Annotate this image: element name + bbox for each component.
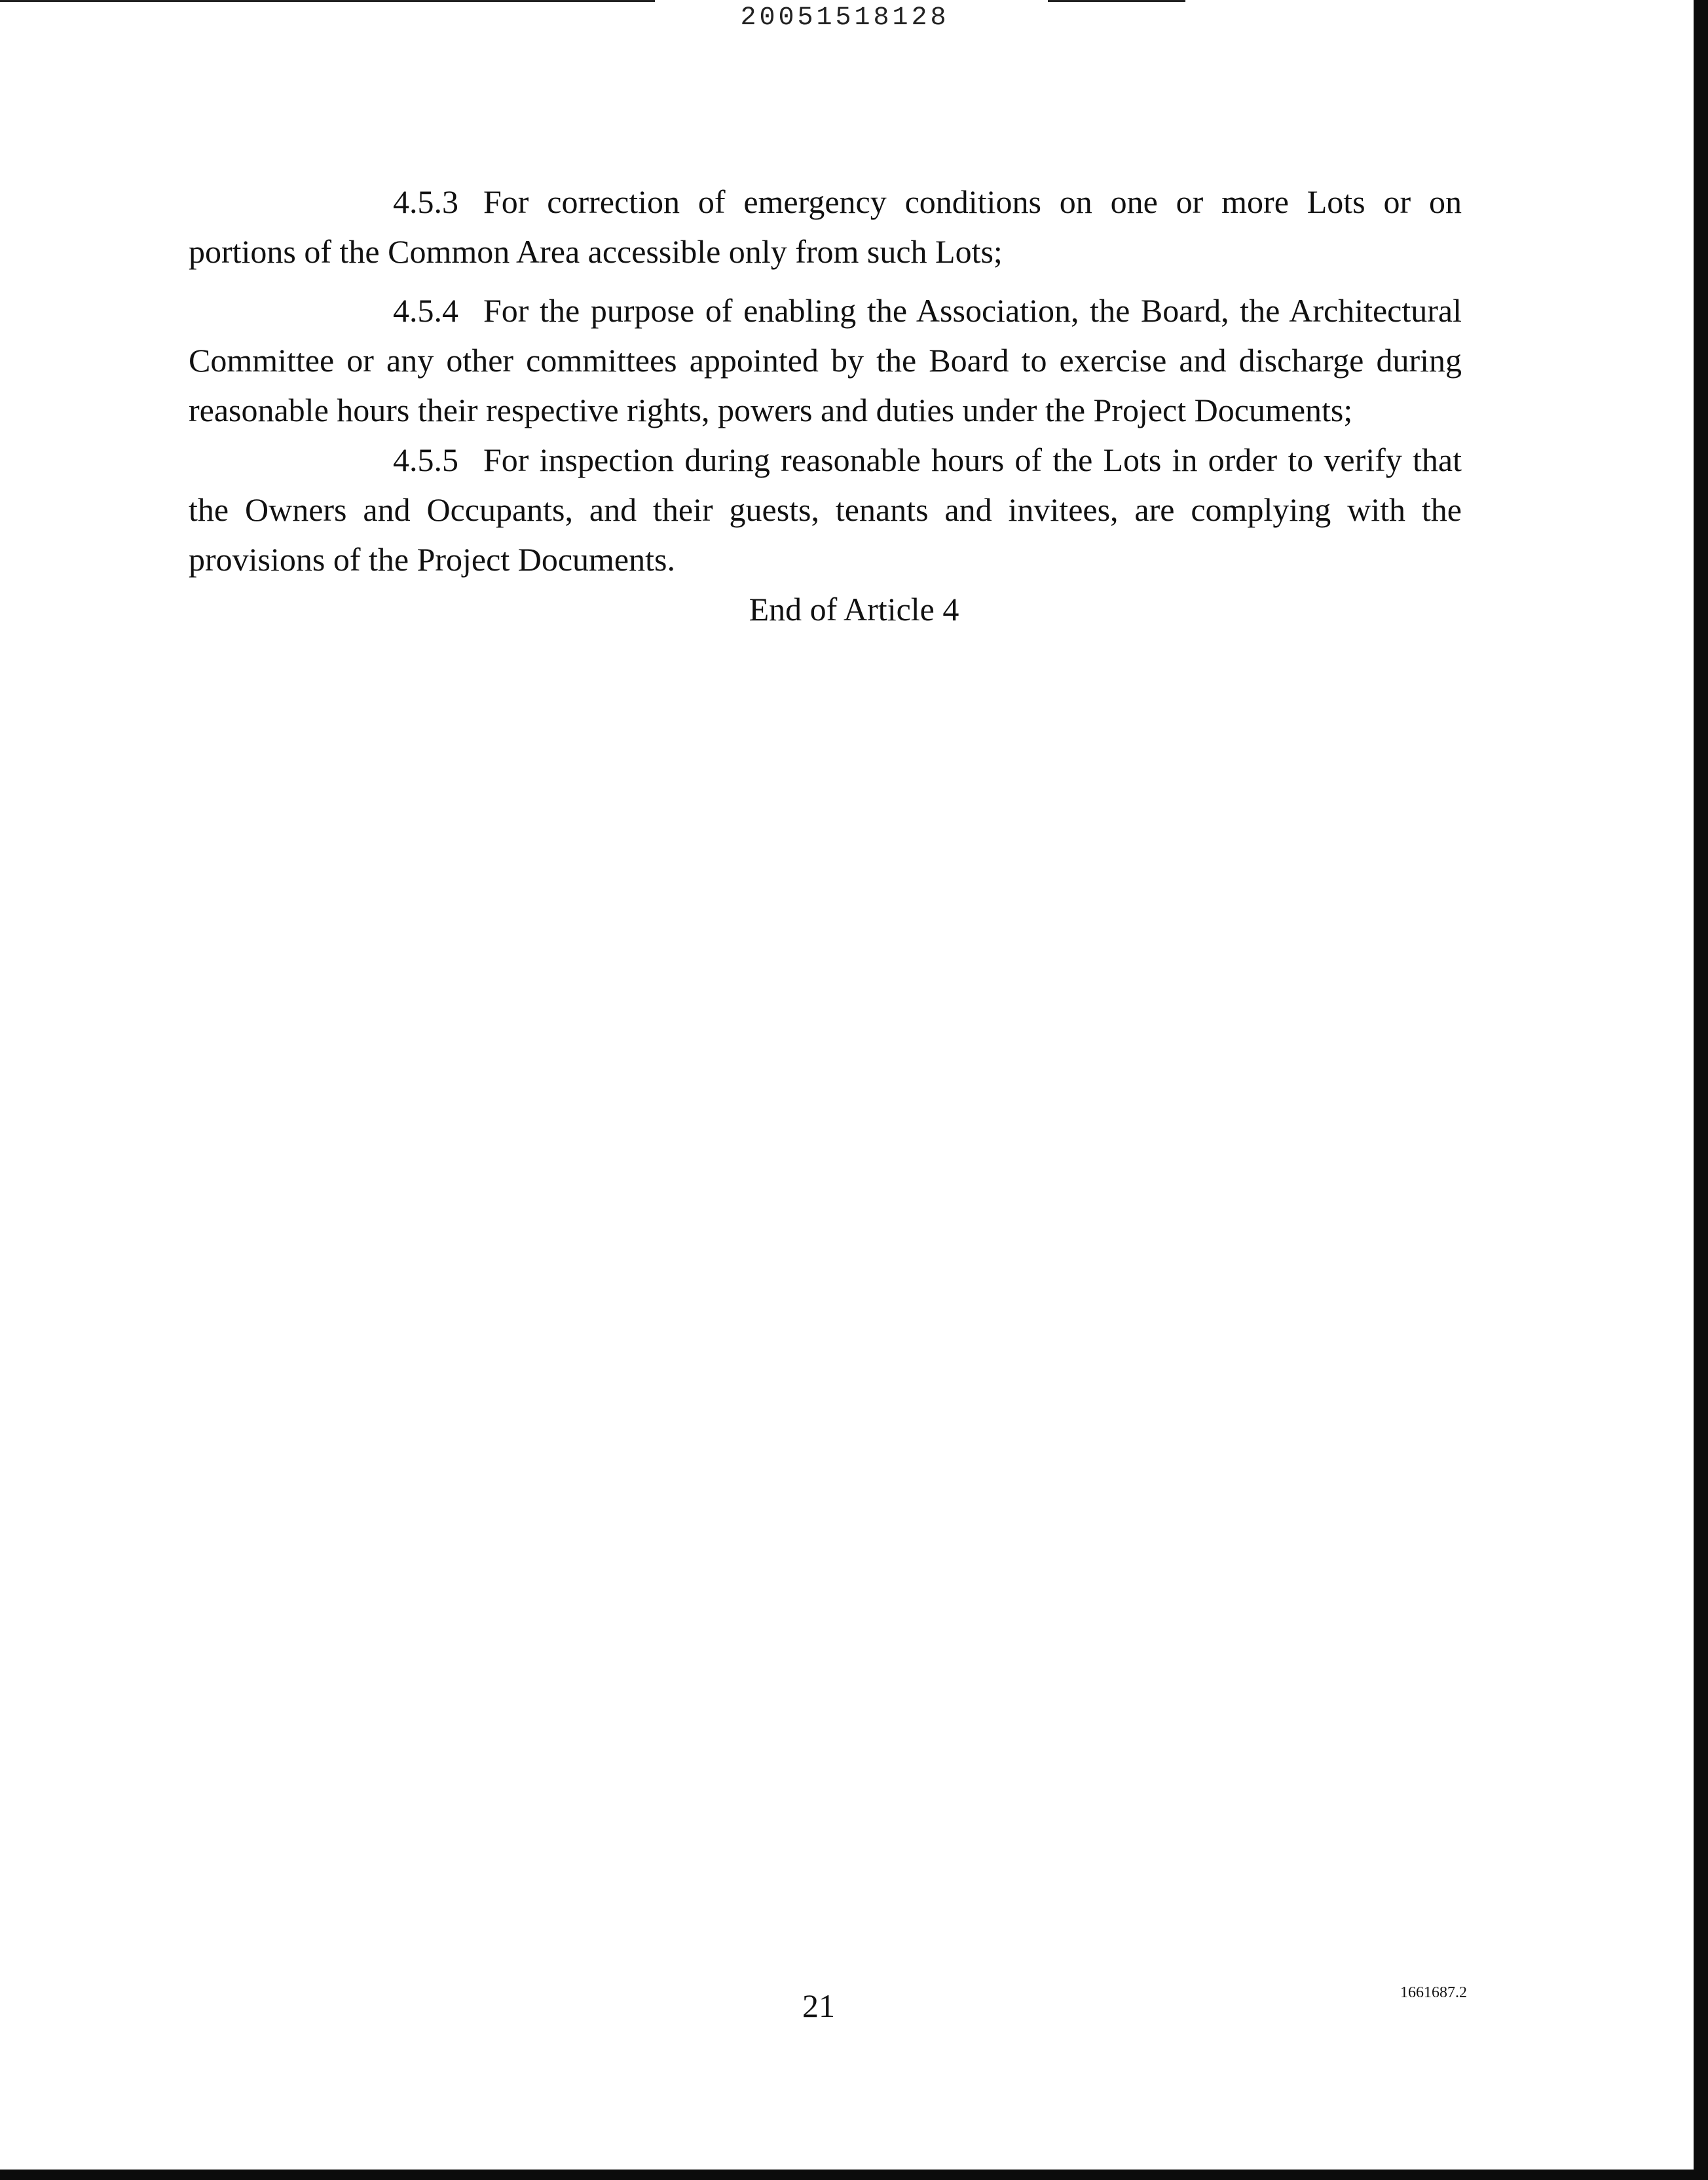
section-number: 4.5.5 [393,442,458,478]
section-text: For inspection during reasonable hours of the Lots in order to verify that the Owners and Occupants, and their guests, tenants and invitees, are complying with the provisions of the Project Documents. [189,442,1462,578]
section-text: For the purpose of enabling the Association, the Board, the Architectural Committee or any other committees appointed by the Board to exercise and discharge during reasonable hours their respective rights, powers and duties under the Project Documents; [189,292,1462,428]
scan-border-top-left [0,0,655,2]
scan-border-top-right [1048,0,1185,2]
section-number: 4.5.3 [393,183,458,220]
scan-border-right [1694,0,1708,2180]
section-4-5-5 [189,435,1462,584]
section-4-5-4 [189,286,1462,435]
article-end-heading: End of Article 4 [749,591,959,628]
section-text: For correction of emergency conditions on one or more Lots or on portions of the Common Area accessible only from such Lots; [189,183,1462,270]
section-number: 4.5.4 [393,292,458,329]
page-number: 21 [802,1987,835,2024]
section-4-5-3 [189,177,1462,276]
recording-number: 20051518128 [740,3,950,33]
document-reference: 1661687.2 [1400,1984,1467,2001]
scan-border-bottom [0,2170,1708,2180]
